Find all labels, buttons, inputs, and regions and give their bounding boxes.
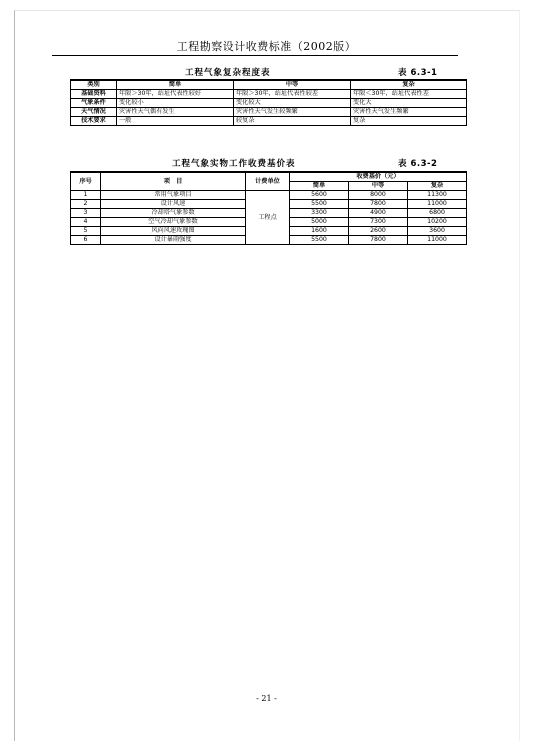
row-number: 2 <box>71 200 101 209</box>
table-cell: 年限＜30年，站址代表性差 <box>351 90 467 99</box>
table-row <box>71 117 467 126</box>
item-name: 冷却塔气象参数 <box>101 209 246 218</box>
price-cell: 6800 <box>408 209 467 218</box>
page-number: - 21 - <box>256 694 277 703</box>
table-cell: 复杂 <box>351 117 467 126</box>
price-cell: 5000 <box>290 218 349 227</box>
table-cell: 灾害性天气发生频繁 <box>351 108 467 117</box>
price-cell: 11000 <box>408 200 467 209</box>
header-divider <box>52 55 458 56</box>
row-number: 5 <box>71 227 101 236</box>
table1-number: 表 6.3-1 <box>398 68 438 78</box>
header-cell: 中等 <box>234 80 351 90</box>
price-cell: 3600 <box>408 227 467 236</box>
price-cell: 4900 <box>349 209 408 218</box>
price-cell: 7800 <box>349 236 408 245</box>
row-number: 3 <box>71 209 101 218</box>
item-name: 风向风速玫瑰图 <box>101 227 246 236</box>
header-cell: 复杂 <box>351 80 467 90</box>
table-cell: 灾害性天气发生较频繁 <box>234 108 351 117</box>
header-cell: 简单 <box>117 80 234 90</box>
price-cell: 7800 <box>349 200 408 209</box>
table-cell: 变化较小 <box>117 99 234 108</box>
subheader-cell: 中等 <box>349 182 408 191</box>
item-name: 常用气象项目 <box>101 191 246 200</box>
table-cell: 变化较大 <box>234 99 351 108</box>
table-cell: 灾害性天气偶有发生 <box>117 108 234 117</box>
subheader-cell: 复杂 <box>408 182 467 191</box>
price-cell: 11300 <box>408 191 467 200</box>
header-price: 收费基价（元） <box>290 172 467 182</box>
table-cell: 年限＞30年，站址代表性较好 <box>117 90 234 99</box>
price-cell: 11000 <box>408 236 467 245</box>
table-row <box>71 90 467 99</box>
page-header-title: 工程勘察设计收费标准（2002版） <box>176 40 357 53</box>
table2-title: 工程气象实物工作收费基价表 <box>172 159 296 169</box>
table-cell: 一般 <box>117 117 234 126</box>
item-name: 设计风速 <box>101 200 246 209</box>
table-row <box>71 99 467 108</box>
table-header-row <box>71 80 467 90</box>
table2-number: 表 6.3-2 <box>398 159 438 169</box>
header-cell: 类别 <box>71 80 117 90</box>
subheader-cell: 简单 <box>290 182 349 191</box>
row-label: 气象条件 <box>71 99 117 108</box>
row-number: 1 <box>71 191 101 200</box>
table-cell: 较复杂 <box>234 117 351 126</box>
header-no: 序号 <box>71 172 101 191</box>
price-cell: 3300 <box>290 209 349 218</box>
row-number: 6 <box>71 236 101 245</box>
price-table <box>70 171 467 245</box>
price-cell: 2600 <box>349 227 408 236</box>
item-name: 设计暴雨强度 <box>101 236 246 245</box>
item-name: 空气冷却气象参数 <box>101 218 246 227</box>
header-unit: 计费单位 <box>246 172 290 191</box>
row-label: 基础资料 <box>71 90 117 99</box>
row-label: 天气情况 <box>71 108 117 117</box>
table-header-row <box>71 172 467 182</box>
price-cell: 5500 <box>290 236 349 245</box>
table-row <box>71 108 467 117</box>
table-cell: 年限＞30年，站址代表性较差 <box>234 90 351 99</box>
price-cell: 7300 <box>349 218 408 227</box>
price-cell: 1600 <box>290 227 349 236</box>
price-cell: 8000 <box>349 191 408 200</box>
row-number: 4 <box>71 218 101 227</box>
header-item: 项 目 <box>101 172 246 191</box>
table-cell: 变化大 <box>351 99 467 108</box>
table-row <box>71 191 467 200</box>
price-cell: 10200 <box>408 218 467 227</box>
complexity-table <box>70 79 467 126</box>
price-cell: 5600 <box>290 191 349 200</box>
unit-cell: 工程点 <box>246 191 290 245</box>
price-cell: 5500 <box>290 200 349 209</box>
table1-title: 工程气象复杂程度表 <box>185 68 271 78</box>
row-label: 技术要求 <box>71 117 117 126</box>
